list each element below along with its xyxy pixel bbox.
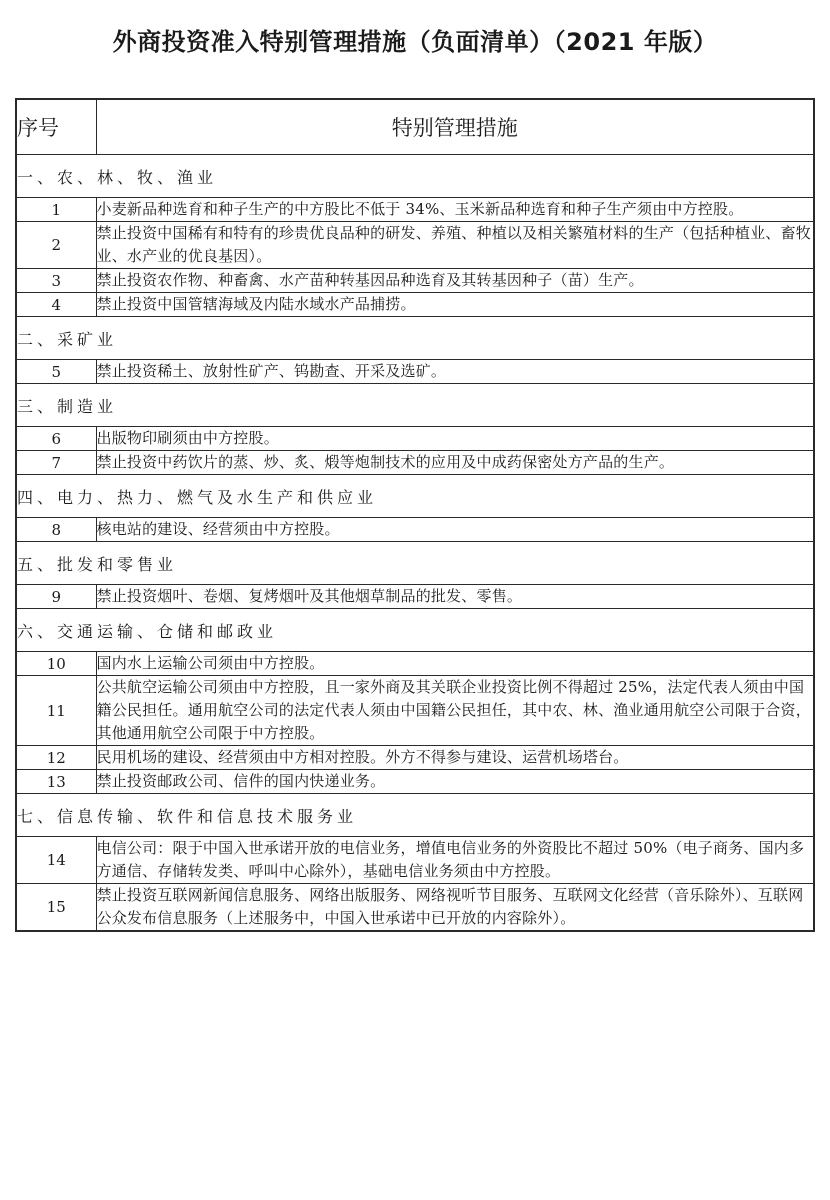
- table-row: [16, 746, 814, 770]
- serial-number: 11: [16, 676, 96, 746]
- section-row: [16, 384, 814, 427]
- table-row: [16, 676, 814, 746]
- section-title: 六、交通运输、仓储和邮政业: [16, 609, 814, 652]
- table-row: [16, 518, 814, 542]
- measure-text: 出版物印刷须由中方控股。: [96, 427, 814, 451]
- table-row: [16, 293, 814, 317]
- section-row: [16, 542, 814, 585]
- section-title: 一、农、林、牧、渔业: [16, 155, 814, 198]
- serial-number: 5: [16, 360, 96, 384]
- table-header-row: [16, 99, 814, 155]
- serial-number: 6: [16, 427, 96, 451]
- serial-number: 9: [16, 585, 96, 609]
- table-row: [16, 198, 814, 222]
- serial-number: 15: [16, 884, 96, 932]
- section-row: [16, 794, 814, 837]
- negative-list-table: [15, 98, 815, 932]
- table-row: [16, 269, 814, 293]
- section-title: 四、电力、热力、燃气及水生产和供应业: [16, 475, 814, 518]
- table-row: [16, 652, 814, 676]
- section-title: 七、信息传输、软件和信息技术服务业: [16, 794, 814, 837]
- document-title: 外商投资准入特别管理措施（负面清单）（2021 年版）: [112, 28, 718, 56]
- measure-text: 禁止投资稀土、放射性矿产、钨勘查、开采及选矿。: [96, 360, 814, 384]
- measure-text: 禁止投资邮政公司、信件的国内快递业务。: [96, 770, 814, 794]
- serial-number: 3: [16, 269, 96, 293]
- measure-text: 禁止投资农作物、种畜禽、水产苗种转基因品种选育及其转基因种子（苗）生产。: [96, 269, 814, 293]
- serial-number: 4: [16, 293, 96, 317]
- header-measure: 特别管理措施: [96, 99, 814, 155]
- section-row: [16, 475, 814, 518]
- table-row: [16, 884, 814, 932]
- measure-text: 小麦新品种选育和种子生产的中方股比不低于 34%、玉米新品种选育和种子生产须由中方控股。: [96, 198, 814, 222]
- measure-text: 禁止投资中药饮片的蒸、炒、炙、煅等炮制技术的应用及中成药保密处方产品的生产。: [96, 451, 814, 475]
- serial-number: 14: [16, 837, 96, 884]
- measure-text: 禁止投资烟叶、卷烟、复烤烟叶及其他烟草制品的批发、零售。: [96, 585, 814, 609]
- serial-number: 1: [16, 198, 96, 222]
- section-row: [16, 317, 814, 360]
- section-title: 二、采矿业: [16, 317, 814, 360]
- section-row: [16, 609, 814, 652]
- table-row: [16, 427, 814, 451]
- table-row: [16, 585, 814, 609]
- serial-number: 13: [16, 770, 96, 794]
- measure-text: 公共航空运输公司须由中方控股，且一家外商及其关联企业投资比例不得超过 25%，法定代表人须由中国籍公民担任。通用航空公司的法定代表人须由中国籍公民担任，其中农、林、渔业通用航空公司限于合资，其他通用航空公司限于中方控股。: [96, 676, 814, 746]
- serial-number: 10: [16, 652, 96, 676]
- section-row: [16, 155, 814, 198]
- header-serial-number: 序号: [16, 99, 96, 155]
- measure-text: 禁止投资中国管辖海域及内陆水域水产品捕捞。: [96, 293, 814, 317]
- serial-number: 2: [16, 222, 96, 269]
- measure-text: 民用机场的建设、经营须由中方相对控股。外方不得参与建设、运营机场塔台。: [96, 746, 814, 770]
- table-row: [16, 837, 814, 884]
- table-row: [16, 360, 814, 384]
- section-title: 三、制造业: [16, 384, 814, 427]
- serial-number: 12: [16, 746, 96, 770]
- measure-text: 国内水上运输公司须由中方控股。: [96, 652, 814, 676]
- measure-text: 电信公司：限于中国入世承诺开放的电信业务，增值电信业务的外资股比不超过 50%（电子商务、国内多方通信、存储转发类、呼叫中心除外），基础电信业务须由中方控股。: [96, 837, 814, 884]
- serial-number: 7: [16, 451, 96, 475]
- section-title: 五、批发和零售业: [16, 542, 814, 585]
- table-row: [16, 770, 814, 794]
- measure-text: 禁止投资中国稀有和特有的珍贵优良品种的研发、养殖、种植以及相关繁殖材料的生产（包括种植业、畜牧业、水产业的优良基因）。: [96, 222, 814, 269]
- measure-text: 核电站的建设、经营须由中方控股。: [96, 518, 814, 542]
- table-row: [16, 222, 814, 269]
- table-row: [16, 451, 814, 475]
- measure-text: 禁止投资互联网新闻信息服务、网络出版服务、网络视听节目服务、互联网文化经营（音乐除外）、互联网公众发布信息服务（上述服务中，中国入世承诺中已开放的内容除外）。: [96, 884, 814, 932]
- serial-number: 8: [16, 518, 96, 542]
